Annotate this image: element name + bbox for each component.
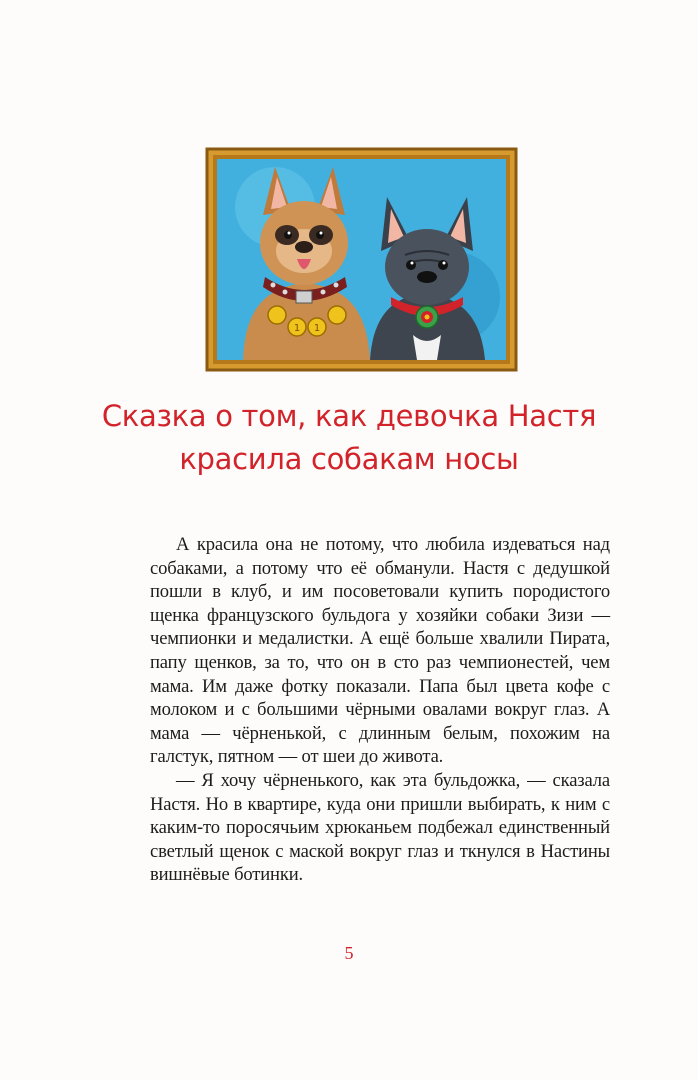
- svg-text:1: 1: [293, 323, 301, 334]
- paragraph: А красила она не потому, что любила издеваться над собаками, а потому что её обманули. Настя с дедушкой пошли в клуб, и им посоветовали купить породистого щенка французского бульдога у хозяйки собаки Зизи — чемпионки и медалистки. А ещё больше хвалили Пирата, папу щенков, за то, что он в сто раз чемпионестей, чем мама. Им даже фотку показали. Папа был цвета кофе с молоком и с большими чёрными овалами вокруг глаз. А мама — чёрненькой, с длинным белым, похожим на галстук, пятном — от шеи до живота.: [150, 534, 610, 768]
- dogs-portrait-illustration: [205, 147, 518, 372]
- svg-text:1: 1: [313, 323, 321, 334]
- page-number: 5: [344, 943, 354, 963]
- chapter-title-line-1: Сказка о том, как девочка Настя: [101, 399, 597, 433]
- story-text: [150, 533, 610, 887]
- paragraph: — Я хочу чёрненького, как эта бульдожка, — сказала Настя. Но в квартире, куда они пришли выбирать, к ним с каким-то поросячьим хрюканьем подбежал единственный светлый щенок с маской вокруг глаз и ткнулся в Настины вишнёвые ботинки.: [150, 769, 610, 886]
- chapter-title: [60, 395, 638, 481]
- chapter-title-line-2: красила собакам носы: [179, 442, 519, 476]
